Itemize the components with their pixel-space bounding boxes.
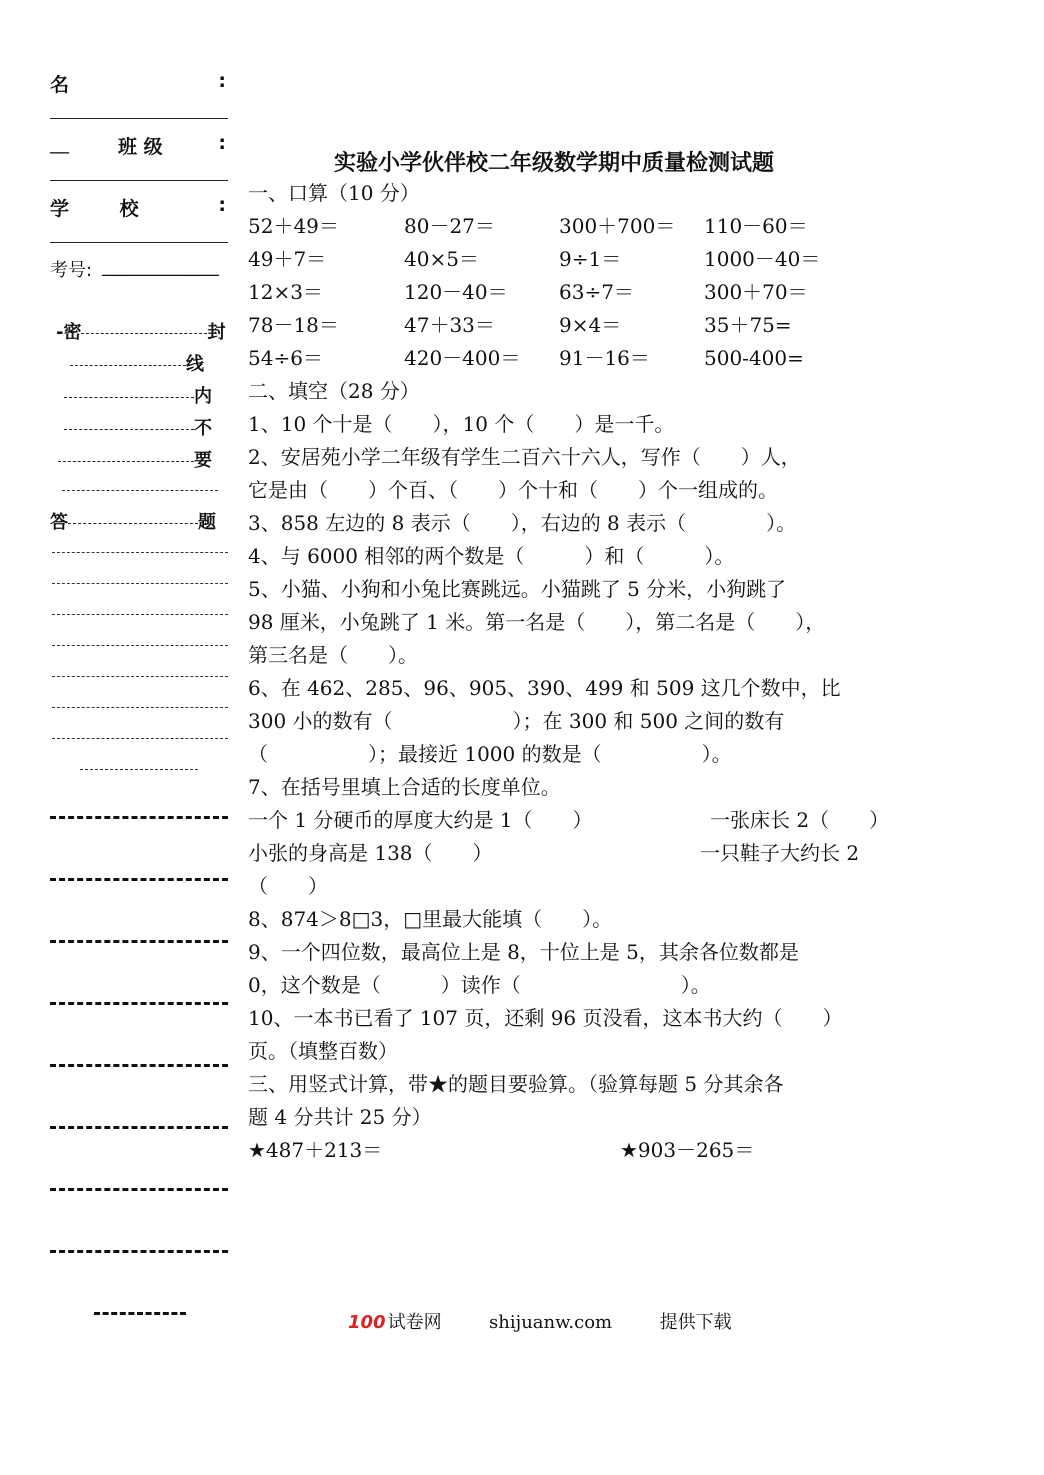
problem: 52＋49＝ bbox=[248, 214, 339, 238]
exam-no-label: 考号: bbox=[50, 260, 93, 281]
vertical-calc-problem: ★903－265＝ bbox=[620, 1138, 755, 1162]
footer bbox=[348, 1308, 732, 1334]
section3-heading-cont: 题 4 分共计 25 分） bbox=[248, 1105, 432, 1129]
seal-nei: 内 bbox=[64, 382, 244, 406]
seal-bu: 不 bbox=[64, 414, 244, 438]
problem: 40×5＝ bbox=[404, 247, 479, 271]
problem: 120－40＝ bbox=[404, 280, 508, 304]
seal-thick-line bbox=[50, 1126, 228, 1129]
question-line: 4、与 6000 相邻的两个数是（ ）和（ ）。 bbox=[248, 544, 735, 568]
question-line: 一只鞋子大约长 2 bbox=[700, 841, 860, 865]
seal-thick-line bbox=[50, 878, 228, 881]
question-line: 它是由（ ）个百、（ ）个十和（ ）个一组成的。 bbox=[248, 478, 778, 502]
question-line: （ ） bbox=[248, 874, 328, 898]
problem: 49＋7＝ bbox=[248, 247, 327, 271]
question-line: 10、一本书已看了 107 页，还剩 96 页没看，这本书大约（ ） bbox=[248, 1006, 843, 1030]
seal-thick-line bbox=[50, 1188, 228, 1191]
section1-heading: 一、口算（10 分） bbox=[248, 181, 420, 205]
seal-thick-line bbox=[50, 816, 228, 819]
question-line: 2、安居苑小学二年级有学生二百六十六人，写作（ ）人， bbox=[248, 445, 801, 469]
seal-thick-line bbox=[50, 1250, 228, 1253]
question-line: 1、10 个十是（ ），10 个（ ）是一千。 bbox=[248, 412, 675, 436]
exam-no-field: 考号: _____________ bbox=[50, 256, 219, 281]
question-line: 98 厘米，小兔跳了 1 米。第一名是（ ），第二名是（ ）， bbox=[248, 610, 826, 634]
page-title: 实验小学伙伴校二年级数学期中质量检测试题 bbox=[334, 151, 775, 176]
question-line: 8、874＞8□3，□里最大能填（ ）。 bbox=[248, 907, 613, 931]
name-label: 名 bbox=[50, 74, 70, 96]
seal-dashline bbox=[52, 583, 228, 584]
question-line: 一个 1 分硬币的厚度大约是 1（ ） bbox=[248, 808, 593, 832]
seal-thick-line bbox=[50, 1002, 228, 1005]
site-logo: 100 bbox=[348, 1312, 386, 1333]
seal-dashline bbox=[52, 552, 228, 553]
question-line: 300 小的数有（ ）；在 300 和 500 之间的数有 bbox=[248, 709, 785, 733]
section2-heading: 二、填空（28 分） bbox=[248, 379, 420, 403]
school-field: 学 校 : bbox=[50, 194, 226, 220]
question-line: 第三名是（ ）。 bbox=[248, 643, 418, 667]
problem: 300＋70＝ bbox=[704, 280, 808, 304]
question-line: 6、在 462、285、96、905、390、499 和 509 这几个数中，比 bbox=[248, 676, 841, 700]
question-line: 9、一个四位数，最高位上是 8，十位上是 5，其余各位数都是 bbox=[248, 940, 799, 964]
seal-xian: 线 bbox=[70, 350, 250, 374]
seal-thick-line bbox=[94, 1312, 186, 1315]
seal-dashline bbox=[80, 769, 198, 770]
question-line: 页。（填整百数） bbox=[248, 1039, 398, 1063]
seal-mi-feng: -密 封 bbox=[56, 322, 226, 343]
class-label: 班 级 bbox=[118, 136, 163, 158]
seal-dashline bbox=[52, 707, 228, 708]
question-line: 5、小猫、小狗和小兔比赛跳远。小猫跳了 5 分米，小狗跳了 bbox=[248, 577, 787, 601]
seal-yao: 要 bbox=[58, 446, 238, 470]
section3-heading: 三、用竖式计算，带★的题目要验算。（验算每题 5 分其余各 bbox=[248, 1072, 784, 1096]
class-field: __ 班 级 : bbox=[50, 132, 226, 158]
problem: 9÷1＝ bbox=[559, 247, 622, 271]
seal-thick-line bbox=[50, 940, 228, 943]
seal-thick-line bbox=[50, 1064, 228, 1067]
seal-dashline bbox=[52, 676, 228, 677]
site-name: 试卷网 bbox=[387, 1312, 442, 1333]
problem: 1000－40＝ bbox=[704, 247, 821, 271]
seal-dashline bbox=[62, 490, 218, 491]
seal-dashline bbox=[52, 614, 228, 615]
problem: 91－16＝ bbox=[559, 346, 650, 370]
problem: 12×3＝ bbox=[248, 280, 323, 304]
problem: 47＋33＝ bbox=[404, 313, 495, 337]
problem: 80－27＝ bbox=[404, 214, 495, 238]
name-underline bbox=[50, 118, 228, 119]
question-line: （ ）；最接近 1000 的数是（ ）。 bbox=[248, 742, 732, 766]
problem: 110－60＝ bbox=[704, 214, 808, 238]
school-label: 学 校 bbox=[50, 198, 161, 220]
problem: 54÷6＝ bbox=[248, 346, 323, 370]
problem: 63÷7＝ bbox=[559, 280, 634, 304]
school-underline bbox=[50, 242, 228, 243]
question-line: 0，这个数是（ ）读作（ ）。 bbox=[248, 973, 711, 997]
question-line: 一张床长 2（ ） bbox=[710, 808, 890, 832]
download-note: 提供下载 bbox=[659, 1312, 732, 1333]
seal-da-ti: 答 题 bbox=[50, 512, 216, 533]
problem: 500-400= bbox=[704, 346, 804, 370]
problem: 9×4＝ bbox=[559, 313, 622, 337]
class-underline bbox=[50, 180, 228, 181]
seal-dashline bbox=[52, 738, 228, 739]
problem: 35＋75= bbox=[704, 313, 792, 337]
name-field: 名 : bbox=[50, 70, 226, 96]
problem: 420－400＝ bbox=[404, 346, 521, 370]
question-line: 小张的身高是 138（ ） bbox=[248, 841, 493, 865]
site-url[interactable]: shijuanw.com bbox=[489, 1312, 613, 1333]
question-line: 3、858 左边的 8 表示（ ），右边的 8 表示（ ）。 bbox=[248, 511, 797, 535]
problem: 78－18＝ bbox=[248, 313, 339, 337]
seal-dashline bbox=[52, 645, 228, 646]
vertical-calc-problem: ★487＋213＝ bbox=[248, 1138, 383, 1162]
question-line: 7、在括号里填上合适的长度单位。 bbox=[248, 775, 561, 799]
problem: 300＋700＝ bbox=[559, 214, 676, 238]
